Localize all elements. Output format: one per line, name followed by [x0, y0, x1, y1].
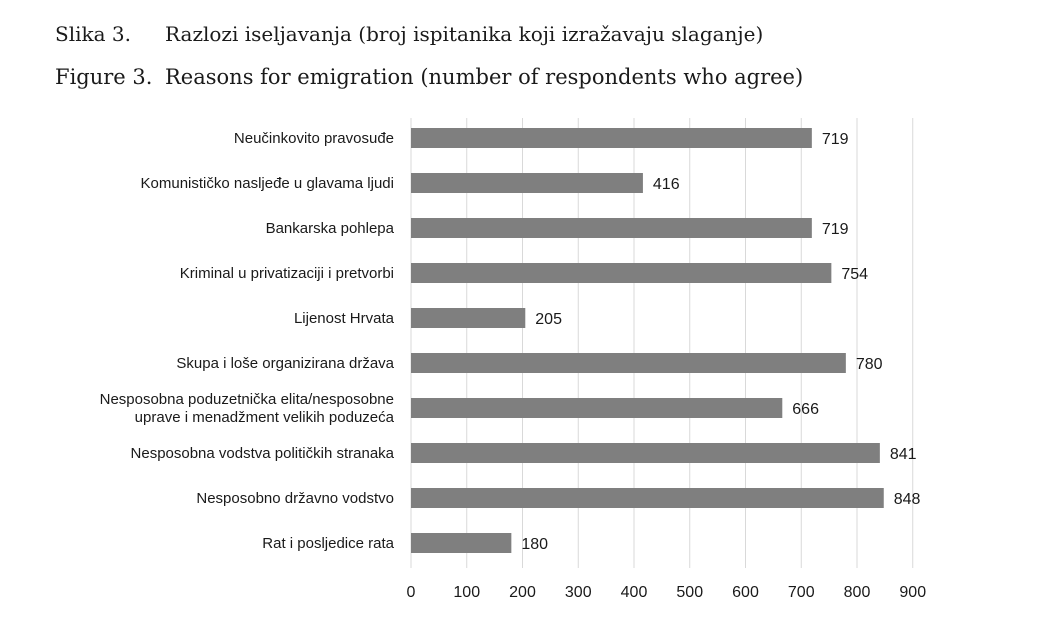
data-label: 848	[893, 491, 921, 508]
x-tick-label: 0	[406, 584, 416, 601]
figure-number-english: Figure 3.	[55, 65, 153, 89]
bar	[411, 218, 812, 238]
category-label: Kriminal u privatizaciji i pretvorbi	[179, 265, 394, 282]
x-tick-label: 600	[732, 584, 759, 601]
data-label: 180	[521, 536, 549, 553]
category-label: Bankarska pohlepa	[265, 220, 394, 237]
bar	[411, 533, 511, 553]
bar	[411, 353, 846, 373]
x-tick-label: 200	[509, 584, 536, 601]
bar	[411, 443, 880, 463]
data-label: 754	[841, 266, 869, 283]
x-tick-label: 300	[564, 584, 592, 601]
bar	[411, 308, 525, 328]
data-label: 205	[535, 311, 562, 328]
category-label: uprave i menadžment velikih poduzeća	[134, 409, 394, 426]
data-label: 719	[821, 131, 849, 148]
category-label: Komunističko nasljeđe u glavama ljudi	[140, 175, 394, 192]
data-label: 780	[855, 356, 883, 373]
x-tick-label: 500	[676, 584, 704, 601]
category-label: Nesposobna vodstva političkih stranaka	[130, 445, 394, 462]
category-label: Lijenost Hrvata	[293, 310, 394, 327]
figure-title-croatian: Razlozi iseljavanja (broj ispitanika koji izražavaju slaganje)	[165, 22, 764, 46]
bar	[411, 398, 782, 418]
category-label: Nesposobno državno vodstvo	[196, 490, 394, 507]
category-label: Rat i posljedice rata	[262, 535, 394, 552]
data-label: 416	[652, 176, 680, 193]
bar	[411, 263, 831, 283]
x-tick-label: 900	[899, 584, 927, 601]
x-tick-label: 400	[620, 584, 648, 601]
x-tick-label: 100	[453, 584, 481, 601]
category-label: Neučinkovito pravosuđe	[233, 130, 394, 147]
category-label: Nesposobna poduzetnička elita/nesposobne	[99, 391, 394, 408]
data-label: 841	[889, 446, 917, 463]
figure-number-croatian: Slika 3.	[55, 22, 131, 46]
category-label: Skupa i loše organizirana država	[176, 355, 394, 372]
bar	[411, 488, 884, 508]
figure-title-english: Reasons for emigration (number of respondents who agree)	[165, 65, 804, 89]
bar	[411, 128, 812, 148]
x-tick-label: 800	[843, 584, 871, 601]
x-tick-label: 700	[787, 584, 815, 601]
bar	[411, 173, 643, 193]
data-label: 666	[792, 401, 819, 418]
data-label: 719	[821, 221, 849, 238]
